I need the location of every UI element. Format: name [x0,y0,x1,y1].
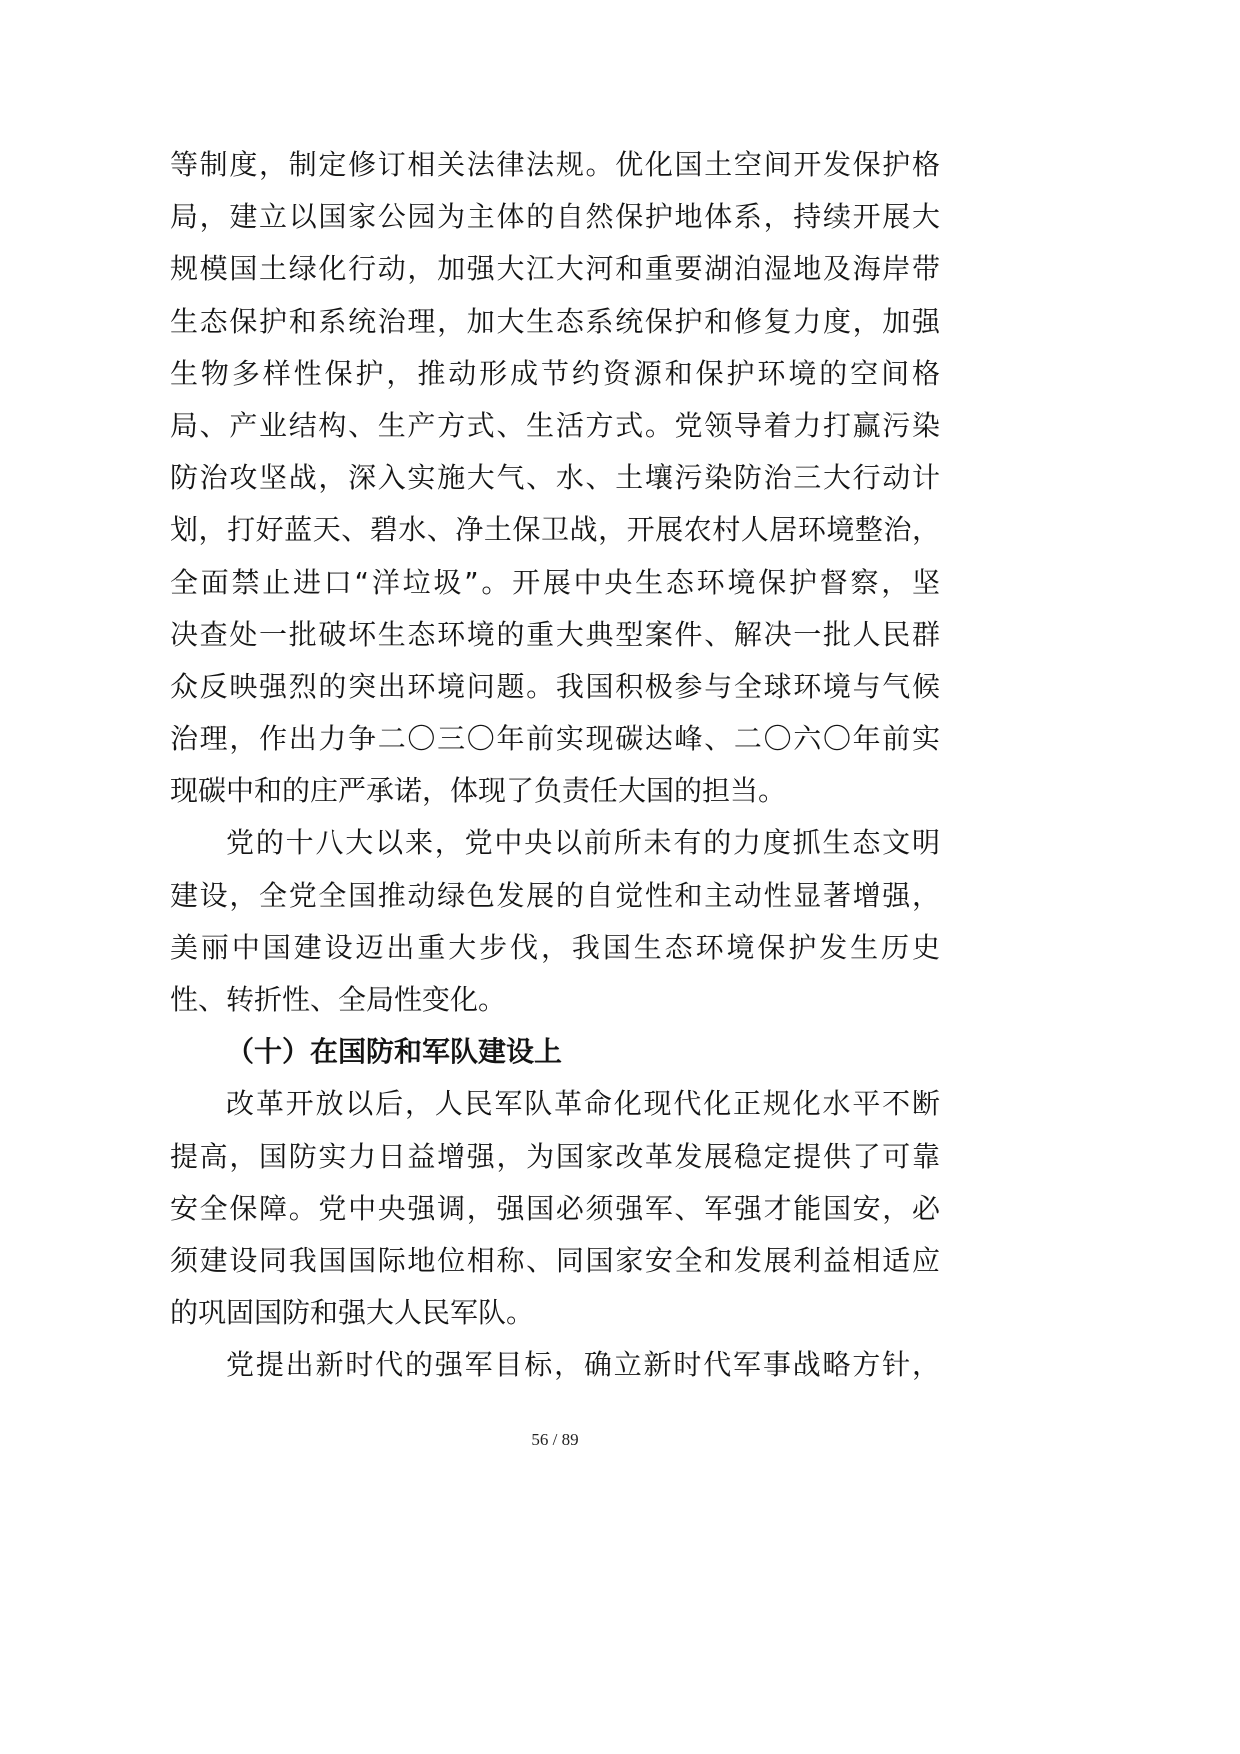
text-line: 改革开放以后，人民军队革命化现代化正规化水平不断 [226,1087,940,1121]
text-line: 防治攻坚战，深入实施大气、水、土壤污染防治三大行动计 [170,461,940,495]
document-body [170,139,940,1392]
text-line: 局、产业结构、生产方式、生活方式。党领导着力打赢污染 [170,408,940,442]
text-line: 党提出新时代的强军目标，确立新时代军事战略方针， [226,1348,940,1382]
text-line: 的巩固国防和强大人民军队。 [170,1296,535,1330]
paragraph-continuation [170,139,940,817]
text-line: 治理，作出力争二〇三〇年前实现碳达峰、二〇六〇年前实 [170,722,940,756]
text-line: 划，打好蓝天、碧水、净土保卫战，开展农村人居环境整治， [170,513,940,547]
text-line: 全面禁止进口“洋垃圾”。开展中央生态环境保护督察，坚 [170,565,940,599]
paragraph-ecology-summary [170,817,940,1026]
paragraph-military-goal [170,1339,940,1391]
text-line: 生态保护和系统治理，加大生态系统保护和修复力度，加强 [170,304,940,338]
text-line: 性、转折性、全局性变化。 [170,983,507,1016]
text-line: 等制度，制定修订相关法律法规。优化国土空间开发保护格 [170,148,940,181]
text-line: 安全保障。党中央强调，强国必须强军、军强才能国安，必 [170,1191,940,1225]
text-line: 现碳中和的庄严承诺，体现了负责任大国的担当。 [170,774,787,808]
text-line: 决查处一批破坏生态环境的重大典型案件、解决一批人民群 [170,617,940,651]
text-line: 局，建立以国家公园为主体的自然保护地体系，持续开展大 [170,200,940,234]
text-line: 党的十八大以来，党中央以前所未有的力度抓生态文明 [226,826,940,860]
text-line: 生物多样性保护，推动形成节约资源和保护环境的空间格 [170,356,940,390]
text-line: 须建设同我国国际地位相称、同国家安全和发展利益相适应 [170,1243,940,1277]
text-line: 美丽中国建设迈出重大步伐，我国生态环境保护发生历史 [170,930,940,964]
paragraph-defense-intro [170,1078,940,1339]
text-line: 众反映强烈的突出环境问题。我国积极参与全球环境与气候 [170,669,940,703]
section-heading: （十）在国防和军队建设上 [226,1035,563,1069]
text-line: 建设，全党全国推动绿色发展的自觉性和主动性显著增强， [170,878,940,912]
page-number: 56 / 89 [531,1430,579,1449]
text-line: 提高，国防实力日益增强，为国家改革发展稳定提供了可靠 [170,1139,940,1173]
text-line: 规模国土绿化行动，加强大江大河和重要湖泊湿地及海岸带 [170,252,940,286]
